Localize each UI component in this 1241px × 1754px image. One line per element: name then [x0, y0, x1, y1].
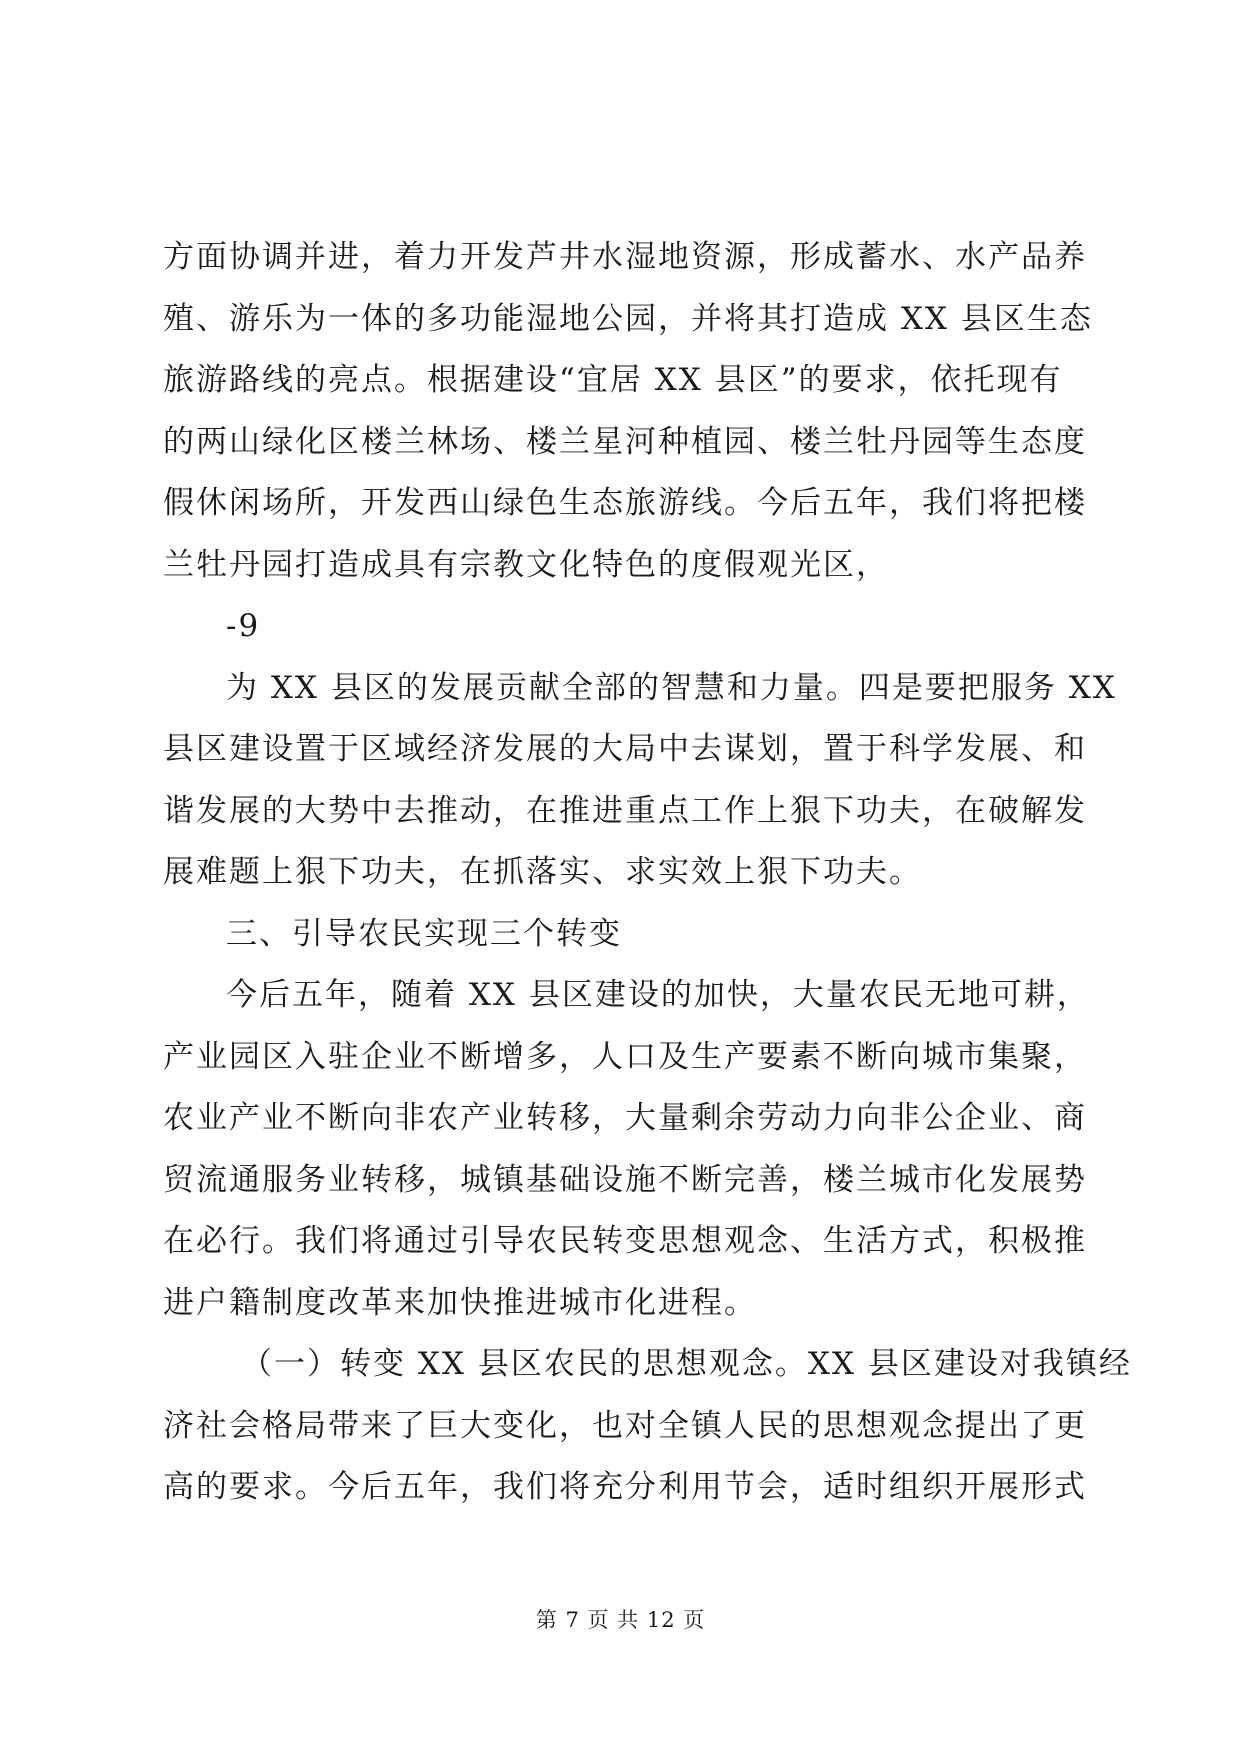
text-line: （一）转变 XX 县区农民的思想观念。XX 县区建设对我镇经: [241, 1346, 1132, 1382]
text-line: 殖、游乐为一体的多功能湿地公园，并将其打造成 XX 县区生态: [163, 300, 1093, 337]
text-line: 方面协调并进，着力开发芦井水湿地资源，形成蓄水、水产品养: [163, 239, 1087, 275]
text-line: 的两山绿化区楼兰林场、楼兰星河种植园、楼兰牡丹园等生态度: [163, 423, 1087, 460]
text-line: 济社会格局带来了巨大变化，也对全镇人民的思想观念提出了更: [163, 1407, 1087, 1444]
text-line: 假休闲场所，开发西山绿色生态旅游线。今后五年，我们将把楼: [163, 485, 1087, 521]
text-line: 三、引导农民实现三个转变: [226, 915, 622, 952]
text-line: 进户籍制度改革来加快推进城市化进程。: [163, 1284, 757, 1321]
text-line: 产业园区入驻企业不断增多，人口及生产要素不断向城市集聚，: [163, 1038, 1087, 1075]
text-line: 展难题上狠下功夫，在抓落实、求实效上狠下功夫。: [163, 854, 922, 890]
text-line: 旅游路线的亮点。根据建设“宜居 XX 县区”的要求，依托现有: [163, 362, 1063, 398]
text-line: 高的要求。今后五年，我们将充分利用节会，适时组织开展形式: [163, 1469, 1087, 1505]
text-line: 在必行。我们将通过引导农民转变思想观念、生活方式，积极推: [163, 1223, 1087, 1259]
text-line: 县区建设置于区域经济发展的大局中去谋划，置于科学发展、和: [163, 731, 1087, 767]
text-line: 谐发展的大势中去推动，在推进重点工作上狠下功夫，在破解发: [163, 792, 1087, 829]
text-line: 贸流通服务业转移，城镇基础设施不断完善，楼兰城市化发展势: [163, 1161, 1087, 1198]
document-body: [163, 227, 1132, 1519]
text-line: 今后五年，随着 XX 县区建设的加快，大量农民无地可耕，: [226, 977, 1090, 1013]
text-line: 农业产业不断向非农产业转移，大量剩余劳动力向非公企业、商: [163, 1100, 1087, 1136]
text-line: 兰牡丹园打造成具有宗教文化特色的度假观光区，: [163, 546, 889, 583]
text-line: 为 XX 县区的发展贡献全部的智慧和力量。四是要把服务 XX: [226, 669, 1117, 706]
text-line: -9: [226, 608, 261, 644]
page-footer: 第 7 页 共 12 页: [535, 1608, 706, 1632]
